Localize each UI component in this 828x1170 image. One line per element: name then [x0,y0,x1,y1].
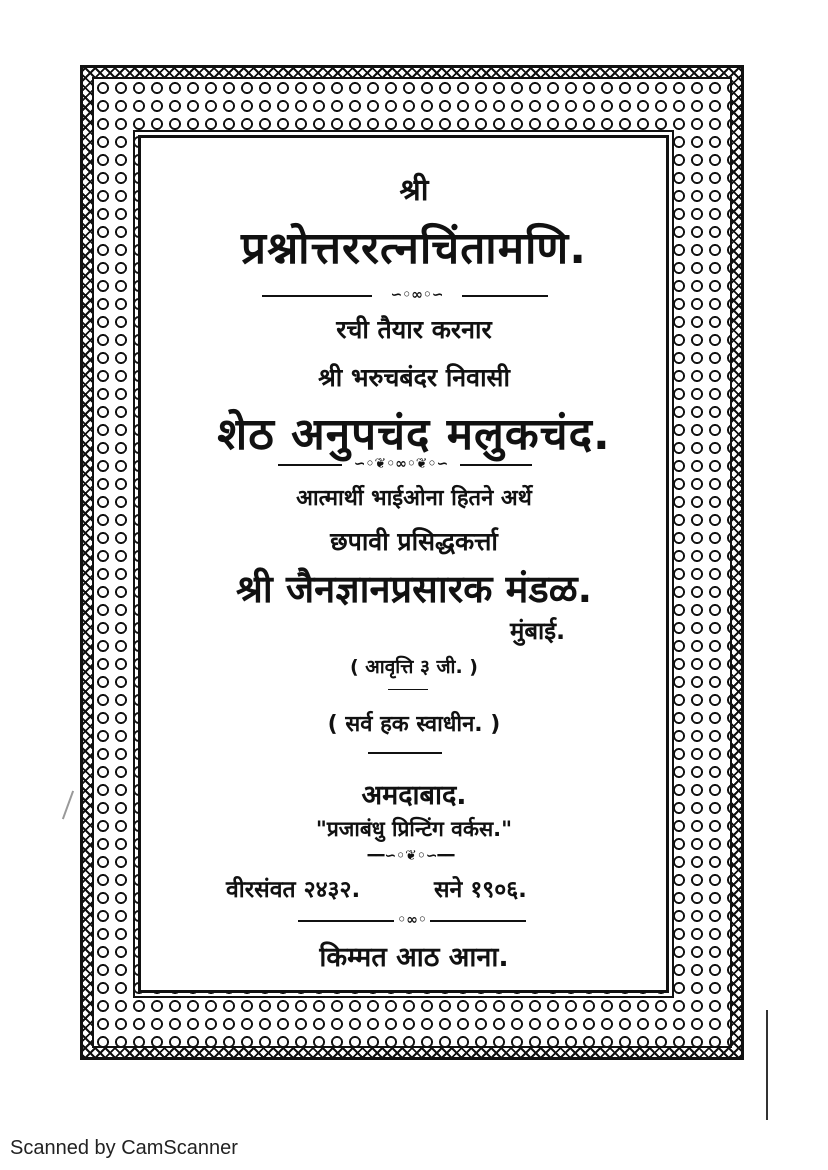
published-by-line: छपावी प्रसिद्धकर्त्ता [330,527,498,556]
divider-ornament-3: ━━∽◦❦◦∽━━ [367,848,455,864]
publisher-name: श्री जैनज्ञानप्रसारक मंडळ. [235,567,593,611]
short-rule [368,752,442,754]
purpose-line: आत्मार्थी भाईओना हितने अर्थे [296,486,532,511]
divider-ornament-4: ◦∞◦ [397,912,427,928]
divider-ornament-1: ∽◦∞◦∽ [390,287,444,303]
divider-right [462,295,548,297]
divider-right-2 [460,464,532,466]
compiled-by-line: रची तैयार करनार [336,315,492,344]
rights-note: ( सर्व हक स्वाधीन. ) [327,712,501,737]
camscanner-watermark: Scanned by CamScanner [10,1137,238,1159]
divider-left-2 [278,464,342,466]
gregorian-year: सने १९०६. [434,877,527,903]
edition-note: ( आवृत्ति ३ जी. ) [350,656,478,678]
invocation: श्री [399,173,429,208]
book-title: प्रश्नोत्तररत्नचिंतामणि. [241,223,587,274]
press-name: "प्रजाबंधु प्रिन्टिंग वर्कस." [315,817,513,841]
vir-samvat-year: वीरसंवत २४३२. [226,877,361,903]
divider-right-4 [430,920,526,922]
short-dash-1 [388,689,428,690]
publisher-city: मुंबाई. [510,617,566,645]
price-line: किम्मत आठ आना. [319,942,509,973]
scan-edge-line [766,1010,768,1120]
divider-left-4 [298,920,394,922]
print-city: अमदाबाद. [361,780,467,811]
residence-line: श्री भरुचबंदर निवासी [318,363,510,392]
author-name: शेठ अनुपचंद मलुकचंद. [217,409,611,460]
divider-left [262,295,372,297]
divider-ornament-2: ∽◦❦◦∞◦❦◦∽ [353,456,449,472]
